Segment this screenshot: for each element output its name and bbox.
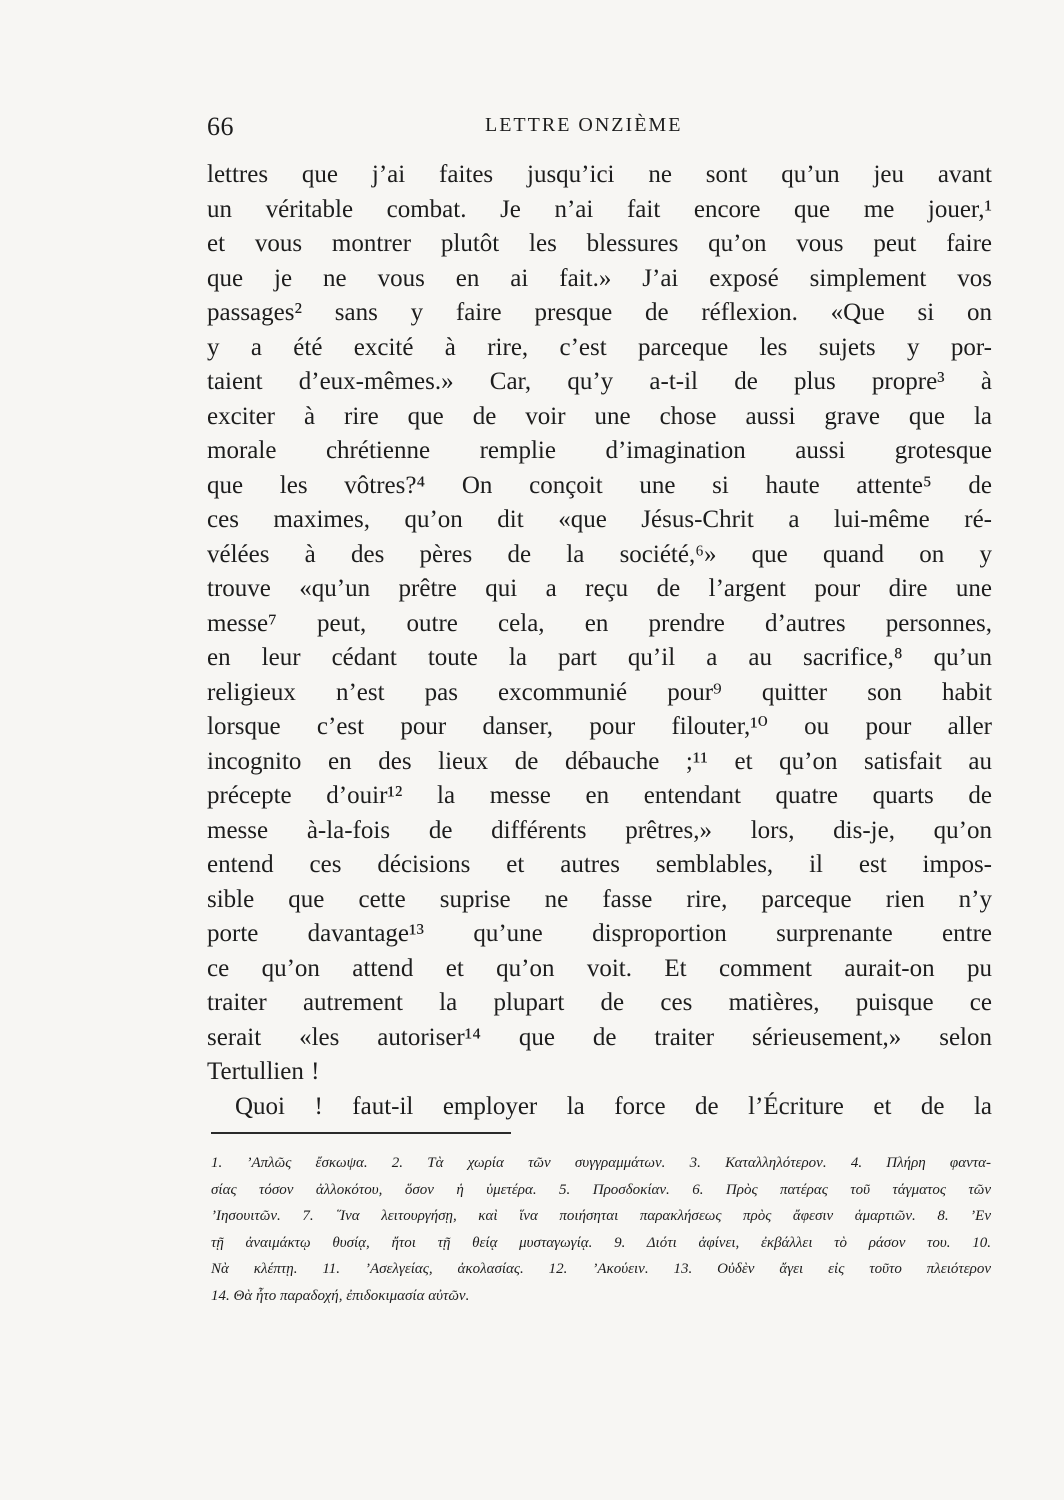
text-line: religieux n’est pas excommunié pour⁹ quitter son habit bbox=[207, 678, 992, 706]
text-line: ces maximes, qu’on dit «que Jésus-Chrit a lui-même ré- bbox=[207, 506, 992, 533]
text-line: lettres que j’ai faites jusqu’ici ne sont qu’un jeu avant bbox=[207, 161, 992, 188]
text-line: y a été excité à rire, c’est parceque les sujets y por- bbox=[207, 333, 992, 361]
text-line: taient d’eux-mêmes.» Car, qu’y a-t-il de plus propre³ à bbox=[207, 368, 992, 395]
footnote-line: 14. Θὰ ἦτο παραδοχή, ἐπιδοκιμασία αὐτῶν. bbox=[211, 1287, 470, 1304]
text-line: messe à-la-fois de différents prêtres,» lors, dis-je, qu’on bbox=[207, 816, 992, 844]
text-line: un véritable combat. Je n’ai fait encore que me jouer,¹ bbox=[207, 195, 992, 223]
paragraph-start-line: Quoi ! faut-il employer la force de l’Écriture et de la bbox=[235, 1092, 992, 1120]
page-number: 66 bbox=[207, 112, 234, 141]
text-line: exciter à rire que de voir une chose aussi grave que la bbox=[207, 402, 992, 430]
text-line: et vous montrer plutôt les blessures qu’on vous peut faire bbox=[207, 230, 992, 257]
running-title: LETTRE ONZIÈME bbox=[485, 114, 683, 136]
text-line: vélées à des pères de la société,⁶» que quand on y bbox=[207, 540, 992, 568]
body-text bbox=[207, 158, 992, 1124]
footnote-line: σίας τόσον ἀλλοκότου, ὅσον ἡ ὑμετέρα. 5. Προσδοκίαν. 6. Πρὸς πατέρας τοῦ τάγματος τῶν bbox=[211, 1181, 991, 1198]
footnote-line: Νὰ κλέπτῃ. 11. ’Ασελγείας, ἀκολασίας. 12. ’Ακούειν. 13. Οὐδὲν ἄγει εἰς τοῦτο πλειότερον bbox=[211, 1261, 991, 1277]
text-line: que les vôtres?⁴ On conçoit une si haute attente⁵ de bbox=[207, 471, 992, 499]
text-line: que je ne vous en ai fait.» J’ai exposé simplement vos bbox=[207, 264, 992, 292]
text-line: porte davantage¹³ qu’une disproportion surprenante entre bbox=[207, 920, 992, 947]
footnote-line: τῇ ἀναιμάκτῳ θυσίᾳ, ἤτοι τῇ θείᾳ μυσταγωγίᾳ. 9. Διότι ἀφίνει, ἐκβάλλει τὸ ράσον του. 10. bbox=[211, 1234, 991, 1251]
text-line: ce qu’on attend et qu’on voit. Et comment aurait-on pu bbox=[207, 954, 992, 982]
footnote-line: ’Ιησουιτῶν. 7. ῞Ινα λειτουργήσῃ, καὶ ἵνα ποιήσηται παρακλήσεως πρὸς ἄφεσιν ἁμαρτιῶν. 8. ’Εν bbox=[211, 1208, 991, 1224]
text-line: lorsque c’est pour danser, pour filouter,¹⁰ ou pour aller bbox=[207, 713, 992, 740]
text-line: morale chrétienne remplie d’imagination aussi grotesque bbox=[207, 437, 992, 464]
footnote-line: 1. ’Απλῶς ἔσκωψα. 2. Τὰ χωρία τῶν συγγραμμάτων. 3. Καταλληλότερον. 4. Πλήρη φαντα- bbox=[211, 1155, 991, 1171]
text-line: messe⁷ peut, outre cela, en prendre d’autres personnes, bbox=[207, 609, 992, 637]
text-line: serait «les autoriser¹⁴ que de traiter sérieusement,» selon bbox=[207, 1023, 992, 1051]
paragraph-end-line: Tertullien ! bbox=[207, 1058, 320, 1085]
running-head bbox=[207, 112, 992, 144]
text-line: précepte d’ouir¹² la messe en entendant quatre quarts de bbox=[207, 782, 992, 809]
text-line: sible que cette suprise ne fasse rire, parceque rien n’y bbox=[207, 885, 992, 913]
footnote-rule bbox=[211, 1132, 511, 1134]
text-line: passages² sans y faire presque de réflexion. «Que si on bbox=[207, 299, 992, 326]
text-line: traiter autrement la plupart de ces matières, puisque ce bbox=[207, 989, 992, 1016]
text-line: trouve «qu’un prêtre qui a reçu de l’argent pour dire une bbox=[207, 575, 992, 602]
text-line: en leur cédant toute la part qu’il a au sacrifice,⁸ qu’un bbox=[207, 644, 992, 671]
footnotes bbox=[211, 1150, 991, 1309]
text-line: entend ces décisions et autres semblables, il est impos- bbox=[207, 851, 992, 878]
text-line: incognito en des lieux de débauche ;¹¹ et qu’on satisfait au bbox=[207, 747, 992, 775]
